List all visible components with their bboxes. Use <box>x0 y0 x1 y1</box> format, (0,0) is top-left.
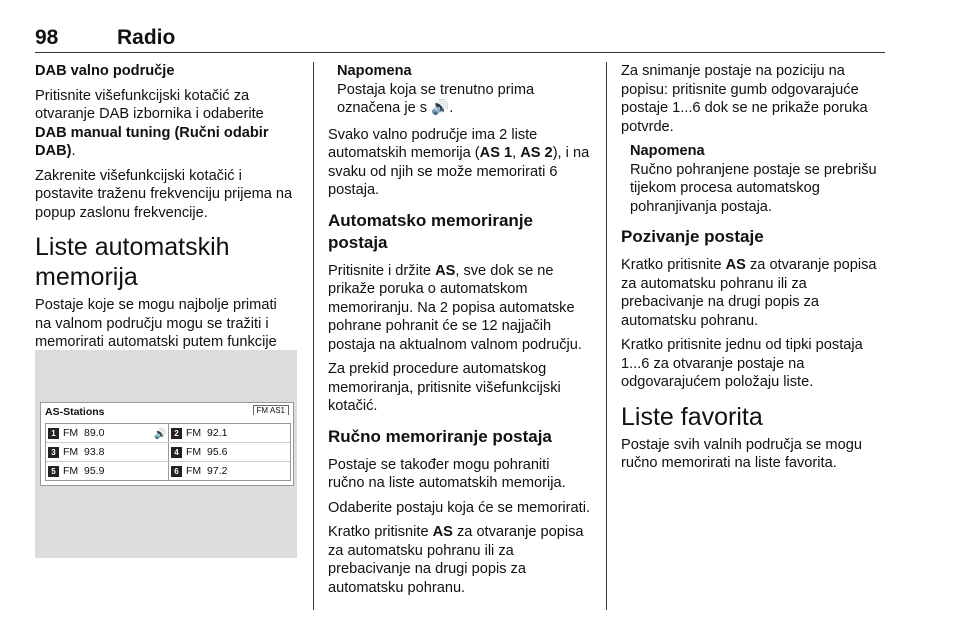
page-number: 98 <box>35 26 59 49</box>
note-text: Postaja koja se trenutno prima označena je s 🔊. <box>337 81 535 116</box>
column-3 <box>621 62 885 479</box>
screen-tab: FM AS1 <box>253 405 289 415</box>
note-title: Napomena <box>337 63 412 79</box>
paragraph: Odaberite postaju koja će se memorirati. <box>328 499 590 516</box>
heading-auto-lists: Liste automatskih memorija <box>35 233 230 291</box>
station-list <box>45 423 291 481</box>
heading-favorites: Liste favorita <box>621 402 763 431</box>
speaker-icon: 🔊 <box>154 429 167 440</box>
heading-recall: Pozivanje postaje <box>621 227 764 246</box>
paragraph: Postaje se također mogu pohraniti ručno na liste automatskih memorija. <box>328 456 566 491</box>
column-2 <box>328 62 590 603</box>
column-divider <box>606 62 607 610</box>
heading-dab-band: DAB valno područje <box>35 63 175 79</box>
heading-manual-store: Ručno memoriranje postaja <box>328 426 552 446</box>
paragraph: Postaje svih valnih područja se mogu ručno memorirati na liste favorita. <box>621 436 862 471</box>
paragraph: Pritisnite i držite AS, sve dok se ne prikaže poruka o automatskom memoriranju. Na 2 popisa automatske pohrane pohranit će se 12 najjačih postaja na aktualnom valnom području. <box>328 262 582 353</box>
paragraph: Postaje koje se mogu najbolje primati na valnom području mogu se tražiti i memorirati automatski putem funkcije <box>35 297 277 350</box>
paragraph: Za snimanje postaje na poziciju na popisu: pritisnite gumb odgovarajuće postaje 1...6 dok se ne prikaže poruka potvrde. <box>621 63 868 135</box>
station-item[interactable]: 4 FM 95.6 <box>169 443 290 461</box>
paragraph: Kratko pritisnite AS za otvaranje popisa za automatsku pohranu ili za prebacivanje na drugi popis za automatsku pohranu. <box>328 524 584 596</box>
paragraph: Kratko pritisnite jednu od tipki postaja 1...6 za otvaranje postaje na odgovarajućem položaju liste. <box>621 337 863 390</box>
radio-screen-image <box>35 350 297 558</box>
station-item[interactable]: 3 FM 93.8 <box>46 443 168 461</box>
column-divider <box>313 62 314 610</box>
screen-title: AS-Stations <box>45 406 105 418</box>
as-stations-panel <box>40 402 294 486</box>
station-item[interactable]: 1 FM 89.0 🔊 <box>46 424 168 442</box>
section-title: Radio <box>117 26 176 49</box>
station-item[interactable]: 5 FM 95.9 <box>46 462 168 480</box>
station-item[interactable]: 2 FM 92.1 <box>169 424 290 442</box>
station-item[interactable]: 6 FM 97.2 <box>169 462 290 480</box>
heading-auto-store: Automatsko memoriranje postaja <box>328 210 533 252</box>
paragraph: Kratko pritisnite AS za otvaranje popisa za automatsku pohranu ili za prebacivanje na drugi popis za automatsku pohranu. <box>621 257 877 329</box>
page-header <box>35 26 885 53</box>
note-title: Napomena <box>630 143 705 159</box>
note-box <box>630 142 885 216</box>
note-box <box>337 62 590 118</box>
paragraph: Svako valno područje ima 2 liste automatskih memorija (AS 1, AS 2), i na svaku od njih se može memorirati 6 postaja. <box>328 126 590 198</box>
paragraph: Za prekid procedure automatskog memoriranja, pritisnite višefunkcijski kotačić. <box>328 361 561 414</box>
note-text: Ručno pohranjene postaje se prebrišu tijekom procesa automatskog pohranjivanja postaja. <box>630 161 877 215</box>
paragraph: Zakrenite višefunkcijski kotačić i postavite traženu frekvenciju prijema na popup zaslonu frekvencije. <box>35 167 293 221</box>
column-1 <box>35 62 297 376</box>
paragraph: Pritisnite višefunkcijski kotačić za otvaranje DAB izbornika i odaberite DAB manual tuning (Ručni odabir DAB). <box>35 87 269 159</box>
